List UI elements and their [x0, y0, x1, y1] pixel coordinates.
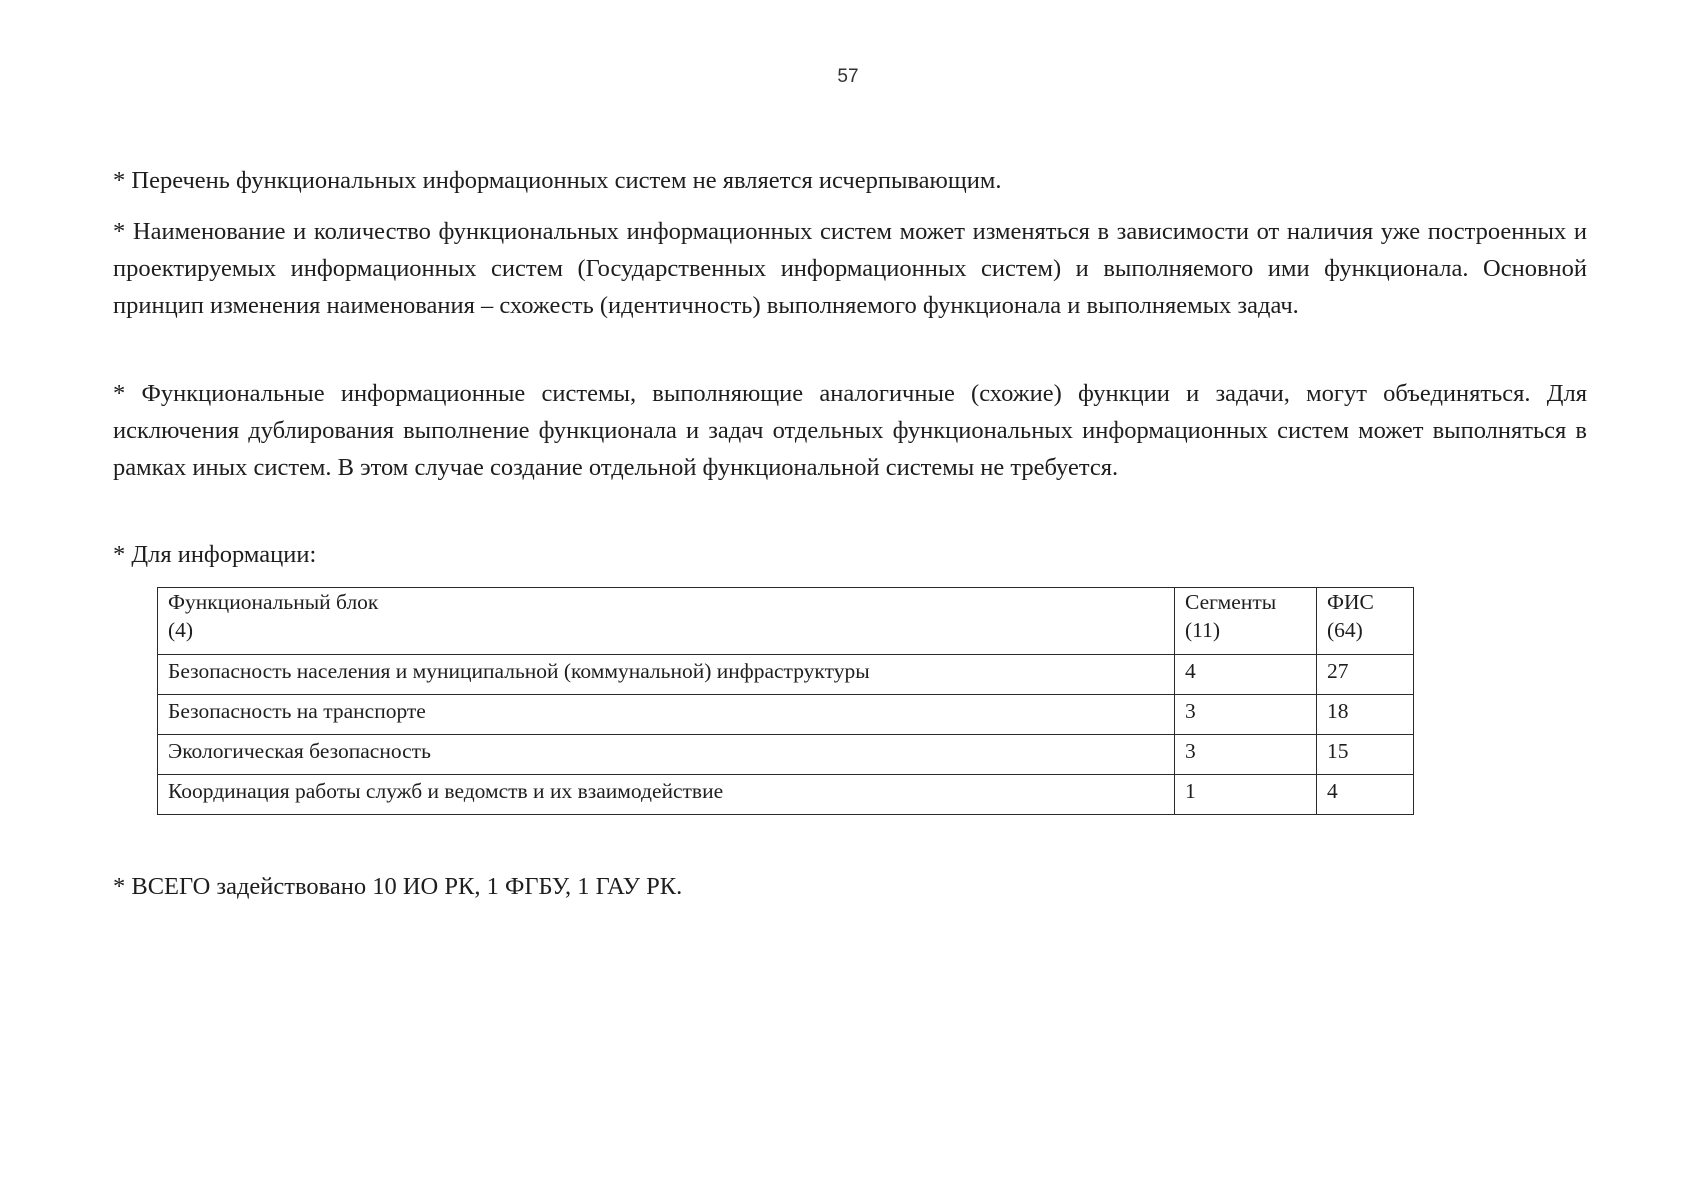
cell-block: Безопасность на транспорте	[158, 695, 1175, 735]
cell-segments: 3	[1175, 695, 1317, 735]
page-number: 57	[837, 66, 859, 87]
summary-total: * ВСЕГО задействовано 10 ИО РК, 1 ФГБУ, 1 ГАУ РК.	[113, 873, 683, 900]
cell-fis: 18	[1317, 695, 1414, 735]
header-fis	[1317, 588, 1414, 655]
note-list-not-exhaustive: * Перечень функциональных информационных систем не является исчерпывающим.	[113, 167, 1002, 194]
cell-segments: 3	[1175, 735, 1317, 775]
cell-fis: 15	[1317, 735, 1414, 775]
table-row	[158, 735, 1414, 775]
cell-segments: 1	[1175, 775, 1317, 815]
table-row	[158, 655, 1414, 695]
header-segments-count: (11)	[1185, 618, 1221, 642]
cell-block: Безопасность населения и муниципальной (коммунальной) инфраструктуры	[158, 655, 1175, 695]
cell-segments: 4	[1175, 655, 1317, 695]
table-row	[158, 695, 1414, 735]
cell-block: Экологическая безопасность	[158, 735, 1175, 775]
table-header-row	[158, 588, 1414, 655]
header-functional-block-count: (4)	[168, 618, 194, 642]
header-segments	[1175, 588, 1317, 655]
cell-fis: 27	[1317, 655, 1414, 695]
note-naming-may-change: * Наименование и количество функциональных информационных систем может изменяться в зависимости от наличия уже построенных и проектируемых информационных систем (Государственных информационных систем) и выполняемого ими функционала. Основной принцип изменения наименования – схожесть (идентичность) выполняемого функционала и выполняемых задач.	[113, 218, 1587, 319]
header-fis-count: (64)	[1327, 618, 1363, 642]
functional-blocks-table	[157, 587, 1414, 815]
header-functional-block	[158, 588, 1175, 655]
header-segments-label: Сегменты	[1185, 590, 1277, 614]
note-for-information: * Для информации:	[113, 541, 317, 568]
cell-block: Координация работы служб и ведомств и их взаимодействие	[158, 775, 1175, 815]
table-row	[158, 775, 1414, 815]
cell-fis: 4	[1317, 775, 1414, 815]
header-fis-label: ФИС	[1327, 590, 1374, 614]
header-functional-block-label: Функциональный блок	[168, 590, 379, 614]
note-systems-may-merge: * Функциональные информационные системы, выполняющие аналогичные (схожие) функции и задачи, могут объединяться. Для исключения дублирования выполнение функционала и задач отдельных функциональных информационных систем может выполняться в рамках иных систем. В этом случае создание отдельной функциональной системы не требуется.	[113, 380, 1587, 481]
